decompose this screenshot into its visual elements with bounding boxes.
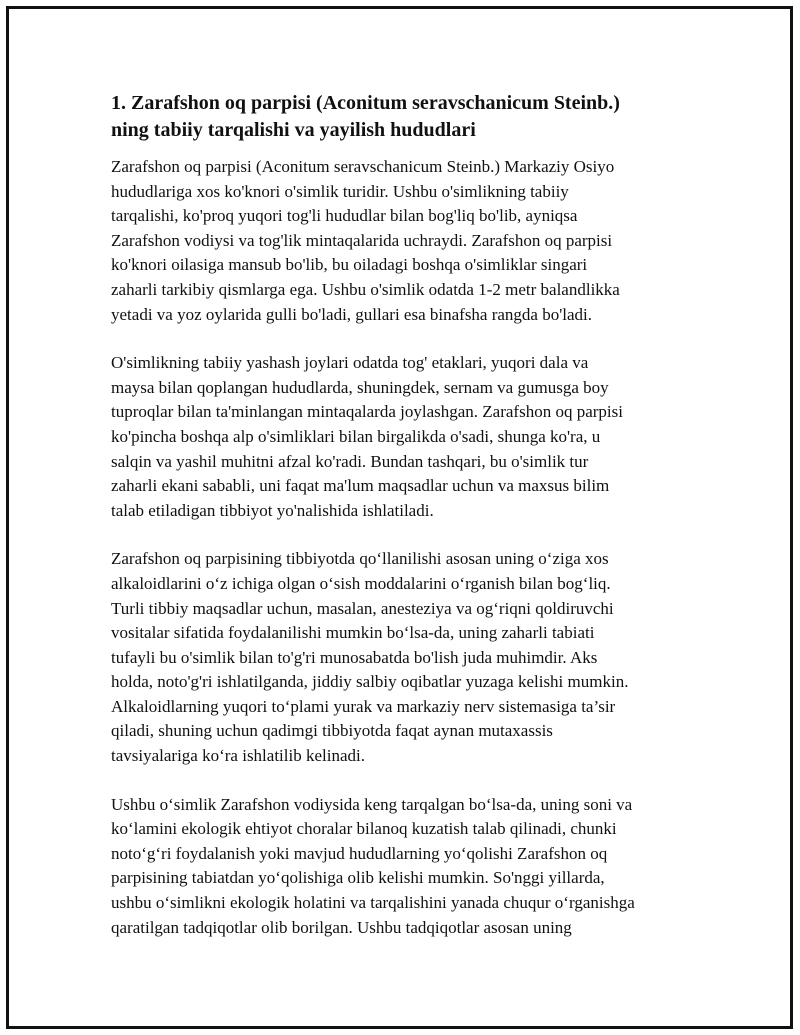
paragraph-1	[111, 155, 701, 327]
text-line: zaharli tarkibiy qismlarga ega. Ushbu o'simlik odatda 1-2 metr balandlikka	[111, 279, 620, 299]
text-line: Zarafshon vodiysi va tog'lik mintaqalarida uchraydi. Zarafshon oq parpisi	[111, 230, 613, 250]
text-line: hududlariga xos ko'knori o'simlik turidir. Ushbu o'simlikning tabiiy	[111, 181, 569, 201]
document-body	[111, 90, 701, 964]
paragraph-4	[111, 793, 701, 941]
text-line: qiladi, shuning uchun qadimgi tibbiyotda faqat aynan mutaxassis	[111, 721, 553, 741]
text-line: qaratilgan tadqiqotlar olib borilgan. Ushbu tadqiqotlar asosan uning	[111, 917, 572, 937]
paragraph-2	[111, 351, 701, 523]
text-line: noto‘g‘ri foydalanish yoki mavjud hududlarning yo‘qolishi Zarafshon oq	[111, 843, 608, 863]
text-line: ko‘lamini ekologik ehtiyot choralar bilanoq kuzatish talab qilinadi, chunki	[111, 819, 617, 839]
text-line: Alkaloidlarning yuqori to‘plami yurak va markaziy nerv sistemasiga ta’sir	[111, 696, 616, 716]
text-line: zaharli ekani sababli, uni faqat ma'lum maqsadlar uchun va maxsus bilim	[111, 476, 610, 496]
text-line: Ushbu o‘simlik Zarafshon vodiysida keng tarqalgan bo‘lsa-da, uning soni va	[111, 794, 633, 814]
text-line: tavsiyalariga ko‘ra ishlatilib kelinadi.	[111, 746, 365, 766]
text-line: tarqalishi, ko'proq yuqori tog'li hududlar bilan bog'liq bo'lib, ayniqsa	[111, 206, 578, 226]
text-line: vositalar sifatida foydalanilishi mumkin bo‘lsa-da, uning zaharli tabiati	[111, 623, 595, 643]
text-line: Zarafshon oq parpisi (Aconitum seravschanicum Steinb.) Markaziy Osiyo	[111, 157, 615, 176]
title-line: ning tabiiy tarqalishi va yayilish hududlari	[111, 119, 476, 141]
text-line: alkaloidlarini o‘z ichiga olgan o‘sish moddalarini o‘rganish bilan bog‘liq.	[111, 573, 611, 593]
text-line: talab etiladigan tibbiyot yo'nalishida ishlatiladi.	[111, 500, 434, 520]
text-line: parpisining tabiatdan yo‘qolishiga olib kelishi mumkin. So'nggi yillarda,	[111, 868, 605, 888]
section-title	[111, 90, 701, 144]
title-line: 1. Zarafshon oq parpisi (Aconitum seravschanicum Steinb.)	[111, 92, 620, 114]
text-line: Zarafshon oq parpisining tibbiyotda qo‘llanilishi asosan uning o‘ziga xos	[111, 549, 609, 569]
text-line: O'simlikning tabiiy yashash joylari odatda tog' etaklari, yuqori dala va	[111, 353, 589, 373]
text-line: salqin va yashil muhitni afzal ko'radi. Bundan tashqari, bu o'simlik tur	[111, 451, 589, 471]
text-line: tufayli bu o'simlik bilan to'g'ri munosabatda bo'lish juda muhimdir. Aks	[111, 647, 598, 667]
text-line: ushbu o‘simlikni ekologik holatini va tarqalishini yanada chuqur o‘rganishga	[111, 893, 635, 913]
text-line: yetadi va yoz oylarida gulli bo'ladi, gullari esa binafsha rangda bo'ladi.	[111, 304, 593, 324]
text-line: holda, noto'g'ri ishlatilganda, jiddiy salbiy oqibatlar yuzaga kelishi mumkin.	[111, 672, 629, 692]
text-line: tuproqlar bilan ta'minlangan mintaqalarda joylashgan. Zarafshon oq parpisi	[111, 402, 623, 422]
text-line: ko'pincha boshqa alp o'simliklari bilan birgalikda o'sadi, shunga ko'ra, u	[111, 426, 601, 446]
paragraph-3	[111, 547, 701, 768]
text-line: maysa bilan qoplangan hududlarda, shuningdek, sernam va gumusga boy	[111, 377, 609, 397]
text-line: Turli tibbiy maqsadlar uchun, masalan, anesteziya va og‘riqni qoldiruvchi	[111, 598, 614, 618]
text-line: ko'knori oilasiga mansub bo'lib, bu oiladagi boshqa o'simliklar singari	[111, 255, 588, 275]
